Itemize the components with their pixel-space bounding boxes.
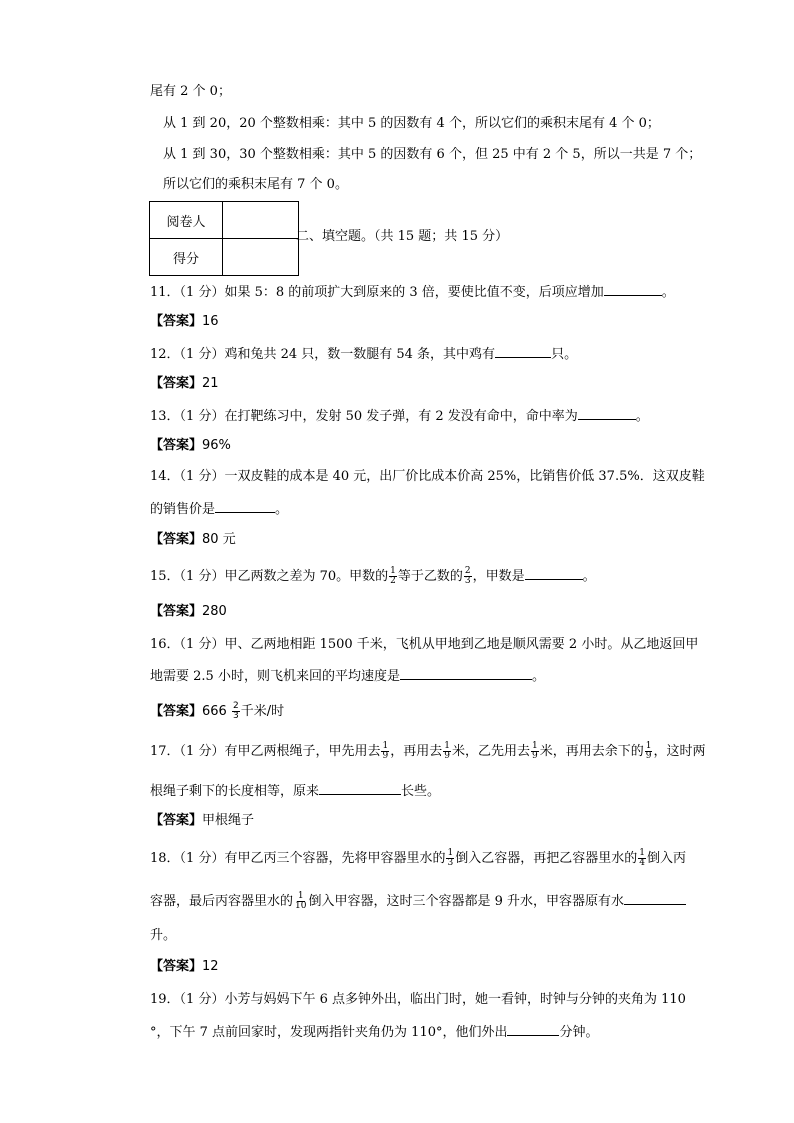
question-18-end: 升。: [150, 928, 177, 943]
question-18: 18．（1 分）有甲乙丙三个容器，先将甲容器里水的 $\frac{1}{3}$ 倒入乙容器，再把乙容器里水的 $\frac{1}{4}$ 倒入丙: [150, 848, 686, 868]
q18-blank: [624, 891, 686, 905]
q16-answer-int: 666: [202, 704, 227, 719]
q16-answer-unit: 千米/时: [240, 704, 285, 719]
q15-blank: [525, 566, 583, 580]
score-cell: [223, 239, 299, 276]
answer-17: [150, 812, 254, 830]
answer-label: 【答案】: [150, 704, 203, 719]
grader-table: [149, 201, 299, 276]
reviewer-label: 阅卷人: [150, 202, 223, 239]
fraction: $\frac{1}{9}$: [531, 741, 538, 761]
intro-line-3: 从 1 到 30，30 个整数相乘：其中 5 的因数有 6 个，但 25 中有 2 个 5，所以一共是 7 个；: [163, 147, 702, 162]
question-19-cont: °，下午 7 点前回家时，发现两指针夹角仍为 110°，他们外出 分钟。: [150, 1022, 599, 1042]
score-label: 得分: [150, 239, 223, 276]
q15-text-end: 。: [582, 569, 596, 584]
answer-16: [150, 702, 284, 721]
answer-label: 【答案】: [150, 604, 203, 619]
question-14: 14．（1 分）一双皮鞋的成本是 40 元，出厂价比成本价高 25%，比销售价低 37.5%．这双皮鞋: [150, 469, 705, 484]
q12-text-end: 只。: [551, 347, 578, 362]
q15-answer: 280: [202, 604, 227, 619]
q17-answer: 甲根绳子: [202, 813, 255, 828]
answer-14: [150, 531, 236, 549]
answer-15: [150, 603, 227, 621]
question-13: [150, 406, 649, 426]
intro-line-2: 从 1 到 20，20 个整数相乘：其中 5 的因数有 4 个，所以它们的乘积末尾有 4 个 0；: [163, 116, 660, 131]
q15-text: 15．（1 分）甲乙两数之差为 70。甲数的: [150, 569, 389, 584]
answer-label: 【答案】: [150, 959, 203, 974]
q14-blank: [215, 499, 275, 513]
answer-13: [150, 437, 231, 455]
q12-text: 12．（1 分）鸡和兔共 24 只，数一数腿有 54 条，其中鸡有: [150, 347, 496, 362]
intro-line-1: 尾有 2 个 0；: [150, 84, 231, 99]
question-19: 19．（1 分）小芳与妈妈下午 6 点多钟外出，临出门时，她一看钟，时钟与分钟的夹角为 110: [150, 992, 686, 1007]
intro-line-4: 所以它们的乘积末尾有 7 个 0。: [163, 177, 348, 192]
section-title: 二、填空题。（共 15 题；共 15 分）: [296, 229, 509, 244]
fraction: $\frac{1}{9}$: [645, 741, 652, 761]
question-11: [150, 282, 675, 302]
fraction: $\frac{1}{10}$: [295, 891, 307, 911]
q15-text-2: 等于乙数的: [397, 569, 463, 584]
q13-text-end: 。: [635, 409, 649, 424]
answer-12: [150, 375, 219, 393]
fraction: $\frac{1}{3}$: [447, 848, 454, 868]
fraction: $\frac{1}{9}$: [444, 741, 450, 761]
fraction: $\frac{1}{9}$: [382, 741, 389, 761]
question-17: 17．（1 分）有甲乙两根绳子，甲先用去 $\frac{1}{9}$ ，再用去 $\frac{1}{9}$ 米，乙先用去 $\frac{1}{9}$ 米，再用去余下的 $\frac{1}{9}$ ，这时两: [150, 741, 706, 761]
q16-text: 地需要 2.5 小时，则飞机来回的平均速度是: [150, 669, 400, 684]
q12-blank: [495, 344, 551, 358]
question-14-cont: [150, 499, 288, 519]
q13-answer: 96%: [202, 438, 231, 453]
answer-label: 【答案】: [150, 532, 203, 547]
q11-blank: [604, 282, 662, 296]
q13-blank: [578, 406, 636, 420]
q16-text-end: 。: [531, 669, 545, 684]
fraction: $\frac{1}{2}$: [390, 566, 396, 586]
q11-answer: 16: [202, 314, 219, 329]
question-16: 16．（1 分）甲、乙两地相距 1500 千米，飞机从甲地到乙地是顺风需要 2 小时。从乙地返回甲: [150, 637, 699, 652]
question-18-cont: 容器，最后丙容器里水的 $\frac{1}{10}$ 倒入甲容器，这时三个容器都是 9 升水，甲容器原有水: [150, 891, 686, 911]
question-17-cont: 根绳子剩下的长度相等，原来 长些。: [150, 781, 440, 801]
answer-18: [150, 958, 219, 976]
q17-blank: [319, 781, 401, 795]
answer-label: 【答案】: [150, 438, 203, 453]
q12-answer: 21: [202, 376, 219, 391]
fraction: $\frac{2}{3}$: [464, 566, 471, 586]
q14-text-end: 。: [275, 502, 289, 517]
q18-answer: 12: [202, 959, 219, 974]
q19-blank: [507, 1022, 559, 1036]
fraction: $\frac{2}{3}$: [232, 701, 239, 721]
reviewer-cell: [223, 202, 299, 239]
q13-text: 13．（1 分）在打靶练习中，发射 50 发子弹，有 2 发没有命中，命中率为: [150, 409, 578, 424]
question-16-cont: [150, 666, 545, 686]
fraction: $\frac{1}{4}$: [639, 848, 645, 868]
question-12: [150, 344, 577, 364]
question-15: [150, 566, 596, 586]
answer-label: 【答案】: [150, 376, 203, 391]
q16-blank: [400, 666, 532, 680]
answer-label: 【答案】: [150, 813, 203, 828]
q14-text: 的销售价是: [150, 502, 216, 517]
q11-text-end: 。: [661, 285, 675, 300]
q15-text-3: ，甲数是: [472, 569, 525, 584]
answer-11: [150, 313, 219, 331]
q14-answer: 80 元: [202, 532, 236, 547]
q11-text: 11．（1 分）如果 5：8 的前项扩大到原来的 3 倍，要使比值不变，后项应增加: [150, 285, 604, 300]
answer-label: 【答案】: [150, 314, 203, 329]
